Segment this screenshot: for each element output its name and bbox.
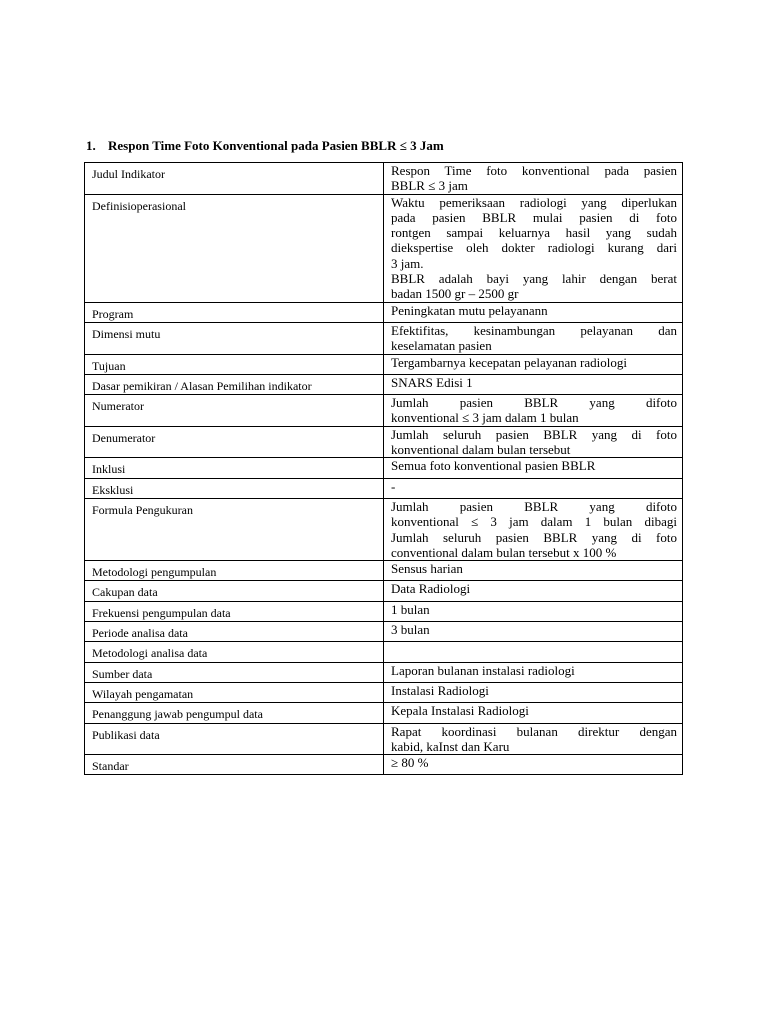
row-label: Dimensi mutu bbox=[85, 322, 384, 354]
table-row bbox=[85, 163, 683, 195]
row-label: Denumerator bbox=[85, 426, 384, 458]
indicator-table bbox=[84, 162, 683, 775]
table-row bbox=[85, 194, 683, 302]
row-value bbox=[384, 498, 683, 560]
row-value bbox=[384, 642, 683, 662]
value-line: Rapat koordinasi bulanan direktur dengan bbox=[391, 723, 677, 739]
section-heading bbox=[86, 138, 444, 154]
table-row bbox=[85, 622, 683, 642]
value-line: conventional dalam bulan tersebut x 100 % bbox=[391, 544, 617, 560]
value-line: Jumlah seluruh pasien BBLR yang di foto bbox=[391, 529, 677, 545]
table-row bbox=[85, 302, 683, 322]
heading-number: 1. bbox=[86, 138, 96, 153]
table-row bbox=[85, 682, 683, 702]
row-value bbox=[384, 194, 683, 302]
row-value bbox=[384, 374, 683, 394]
value-line: ≥ 80 % bbox=[391, 755, 429, 771]
row-value bbox=[384, 163, 683, 195]
row-label: Dasar pemikiran / Alasan Pemilihan indikator bbox=[85, 374, 384, 394]
value-line: rontgen sampai keluarnya hasil yang sudah bbox=[391, 225, 677, 241]
table-row bbox=[85, 703, 683, 723]
table-row bbox=[85, 322, 683, 354]
table-row bbox=[85, 426, 683, 458]
value-line: Tergambarnya kecepatan pelayanan radiologi bbox=[391, 354, 627, 370]
row-label: Periode analisa data bbox=[85, 622, 384, 642]
row-label: Eksklusi bbox=[85, 478, 384, 498]
table-row bbox=[85, 478, 683, 498]
heading-title: Respon Time Foto Konventional pada Pasien BBLR ≤ 3 Jam bbox=[108, 138, 444, 153]
row-value bbox=[384, 682, 683, 702]
row-label: Frekuensi pengumpulan data bbox=[85, 601, 384, 621]
row-label: Metodologi pengumpulan bbox=[85, 561, 384, 581]
table-row bbox=[85, 723, 683, 755]
row-label: Definisioperasional bbox=[85, 194, 384, 302]
row-value bbox=[384, 601, 683, 621]
row-value bbox=[384, 561, 683, 581]
value-line: keselamatan pasien bbox=[391, 338, 492, 354]
value-line: pada pasien BBLR mulai pasien di foto bbox=[391, 209, 677, 225]
row-value bbox=[384, 662, 683, 682]
value-line: Sensus harian bbox=[391, 561, 463, 577]
table-row bbox=[85, 601, 683, 621]
value-line: Jumlah seluruh pasien BBLR yang di foto bbox=[391, 426, 677, 442]
row-value bbox=[384, 622, 683, 642]
row-label: Sumber data bbox=[85, 662, 384, 682]
value-line: - bbox=[391, 478, 396, 494]
value-line: Jumlah pasien BBLR yang difoto bbox=[391, 498, 677, 514]
value-line: konventional dalam bulan tersebut bbox=[391, 442, 571, 458]
value-line: 3 jam. bbox=[391, 255, 424, 271]
row-label: Program bbox=[85, 302, 384, 322]
row-value bbox=[384, 302, 683, 322]
table-row bbox=[85, 755, 683, 775]
value-line: kabid, kaInst dan Karu bbox=[391, 738, 510, 754]
table-row bbox=[85, 581, 683, 601]
value-line: Kepala Instalasi Radiologi bbox=[391, 703, 529, 719]
value-line: Waktu pemeriksaan radiologi yang diperlukan bbox=[391, 194, 677, 210]
row-label: Formula Pengukuran bbox=[85, 498, 384, 560]
table-row bbox=[85, 561, 683, 581]
row-label: Numerator bbox=[85, 395, 384, 427]
row-label: Publikasi data bbox=[85, 723, 384, 755]
value-line: Data Radiologi bbox=[391, 581, 471, 597]
value-line: Peningkatan mutu pelayanann bbox=[391, 302, 548, 318]
row-label: Metodologi analisa data bbox=[85, 642, 384, 662]
value-line: konventional ≤ 3 jam dalam 1 bulan dibagi bbox=[391, 514, 677, 530]
value-line: 1 bulan bbox=[391, 601, 430, 617]
row-label: Inklusi bbox=[85, 458, 384, 478]
table-row bbox=[85, 374, 683, 394]
row-label: Penanggung jawab pengumpul data bbox=[85, 703, 384, 723]
row-value bbox=[384, 703, 683, 723]
row-value bbox=[384, 581, 683, 601]
table-row bbox=[85, 642, 683, 662]
row-value bbox=[384, 458, 683, 478]
value-line: BBLR ≤ 3 jam bbox=[391, 178, 468, 194]
value-line: 3 bulan bbox=[391, 622, 430, 638]
table-row bbox=[85, 662, 683, 682]
row-label: Wilayah pengamatan bbox=[85, 682, 384, 702]
row-value bbox=[384, 755, 683, 775]
value-line: diekspertise oleh dokter radiologi kurang dari bbox=[391, 240, 677, 256]
value-line: Semua foto konventional pasien BBLR bbox=[391, 458, 596, 474]
row-label: Tujuan bbox=[85, 354, 384, 374]
value-line: konventional ≤ 3 jam dalam 1 bulan bbox=[391, 410, 579, 426]
table-row bbox=[85, 498, 683, 560]
row-label: Cakupan data bbox=[85, 581, 384, 601]
row-value bbox=[384, 395, 683, 427]
table-row bbox=[85, 395, 683, 427]
indicator-table-body bbox=[85, 163, 683, 775]
row-label: Judul Indikator bbox=[85, 163, 384, 195]
row-value bbox=[384, 478, 683, 498]
row-label: Standar bbox=[85, 755, 384, 775]
value-line: Jumlah pasien BBLR yang difoto bbox=[391, 395, 677, 411]
row-value bbox=[384, 426, 683, 458]
value-line: Respon Time foto konventional pada pasien bbox=[391, 163, 677, 178]
value-line: badan 1500 gr – 2500 gr bbox=[391, 286, 519, 302]
value-line: Efektifitas, kesinambungan pelayanan dan bbox=[391, 322, 677, 338]
table-row bbox=[85, 458, 683, 478]
row-value bbox=[384, 322, 683, 354]
row-value bbox=[384, 354, 683, 374]
row-value bbox=[384, 723, 683, 755]
value-line: Laporan bulanan instalasi radiologi bbox=[391, 662, 575, 678]
value-line: BBLR adalah bayi yang lahir dengan berat bbox=[391, 271, 677, 287]
value-line: SNARS Edisi 1 bbox=[391, 374, 473, 390]
value-line: Instalasi Radiologi bbox=[391, 682, 489, 698]
table-row bbox=[85, 354, 683, 374]
